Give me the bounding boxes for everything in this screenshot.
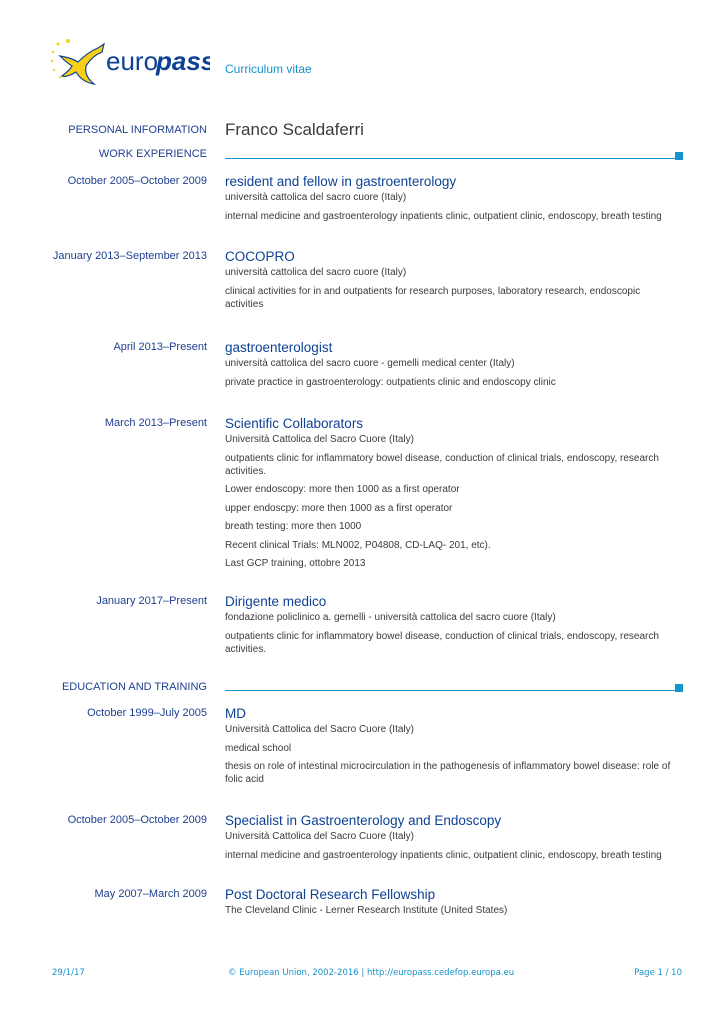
entry-date: April 2013–Present	[113, 341, 207, 353]
entry-date: May 2007–March 2009	[94, 888, 207, 900]
footer-copyright[interactable]: © European Union, 2002-2016 | http://europass.cedefop.europa.eu	[228, 968, 515, 978]
entry-date: October 1999–July 2005	[87, 707, 207, 719]
svg-text:euro: euro	[106, 46, 159, 76]
europass-logo	[50, 38, 210, 88]
svg-text:pass: pass	[156, 46, 210, 76]
entry-date: October 2005–October 2009	[67, 175, 207, 187]
entry-line: internal medicine and gastroenterology inpatients clinic, outpatient clinic, endoscopy, breath testing	[225, 849, 662, 861]
entry-line: clinical activities for in and outpatients for research purposes, laboratory research, endoscopic activities	[225, 285, 641, 310]
entry-line: fondazione policlinico a. gemelli - università cattolica del sacro cuore (Italy)	[225, 612, 556, 623]
entry-title: resident and fellow in gastroenterology	[225, 174, 457, 189]
entry-line: Università Cattolica del Sacro Cuore (Italy)	[225, 831, 414, 842]
entry-date: October 2005–October 2009	[67, 814, 207, 826]
entry-line: The Cleveland Clinic - Lerner Research Institute (United States)	[225, 905, 508, 916]
section-divider	[225, 158, 675, 159]
entry-line: internal medicine and gastroenterology inpatients clinic, outpatient clinic, endoscopy, breath testing	[225, 210, 662, 222]
section-label-education: EDUCATION AND TRAINING	[61, 681, 207, 693]
entry-line: università cattolica del sacro cuore - gemelli medical center (Italy)	[225, 358, 515, 369]
entry-line: thesis on role of intestinal microcirculation in the pathogenesis of inflammatory bowel disease: role of folic acid	[225, 761, 671, 785]
entry-title: Scientific Collaborators	[225, 416, 364, 431]
entry-title: COCOPRO	[225, 249, 295, 264]
entry-line: outpatients clinic for inflammatory bowel disease, conduction of clinical trials, endoscopy, research activities.	[225, 630, 659, 655]
entry-line: outpatients clinic for inflammatory bowel disease, conduction of clinical trials, endoscopy, research activities.	[225, 452, 659, 477]
entry-line: università cattolica del sacro cuore (Italy)	[225, 192, 407, 203]
person-name: Franco Scaldaferri	[225, 120, 364, 139]
entry-line: Last GCP training, ottobre 2013	[225, 558, 366, 569]
document-title: Curriculum vitae	[225, 62, 312, 76]
entry-line: Lower endoscopy: more then 1000 as a first operator	[225, 484, 460, 495]
entry-title: Dirigente medico	[225, 594, 327, 609]
entry-title: MD	[225, 706, 246, 721]
entry-line: medical school	[225, 742, 292, 754]
section-divider	[225, 690, 675, 691]
entry-line: università cattolica del sacro cuore (Italy)	[225, 267, 407, 278]
entry-line: private practice in gastroenterology: outpatients clinic and endoscopy clinic	[225, 376, 556, 388]
entry-title: gastroenterologist	[225, 340, 333, 355]
entry-date: January 2013–September 2013	[52, 250, 207, 262]
section-label-work: WORK EXPERIENCE	[98, 148, 207, 160]
entry-title: Post Doctoral Research Fellowship	[225, 887, 436, 902]
entry-line: breath testing: more then 1000	[225, 521, 362, 532]
section-marker	[675, 684, 683, 692]
entry-date: January 2017–Present	[96, 595, 207, 607]
footer-date: 29/1/17	[52, 968, 85, 978]
entry-title: Specialist in Gastroenterology and Endoscopy	[225, 813, 502, 828]
entry-line: Università Cattolica del Sacro Cuore (Italy)	[225, 724, 414, 735]
section-label-personal: PERSONAL INFORMATION	[68, 124, 207, 136]
entry-line: Università Cattolica del Sacro Cuore (Italy)	[225, 434, 414, 445]
footer-page: Page 1 / 10	[634, 968, 682, 978]
entry-line: Recent clinical Trials: MLN002, P04808, CD-LAQ- 201, etc).	[225, 539, 491, 551]
section-marker	[675, 152, 683, 160]
entry-date: March 2013–Present	[104, 417, 207, 429]
entry-line: upper endoscpy: more then 1000 as a first operator	[225, 502, 453, 514]
